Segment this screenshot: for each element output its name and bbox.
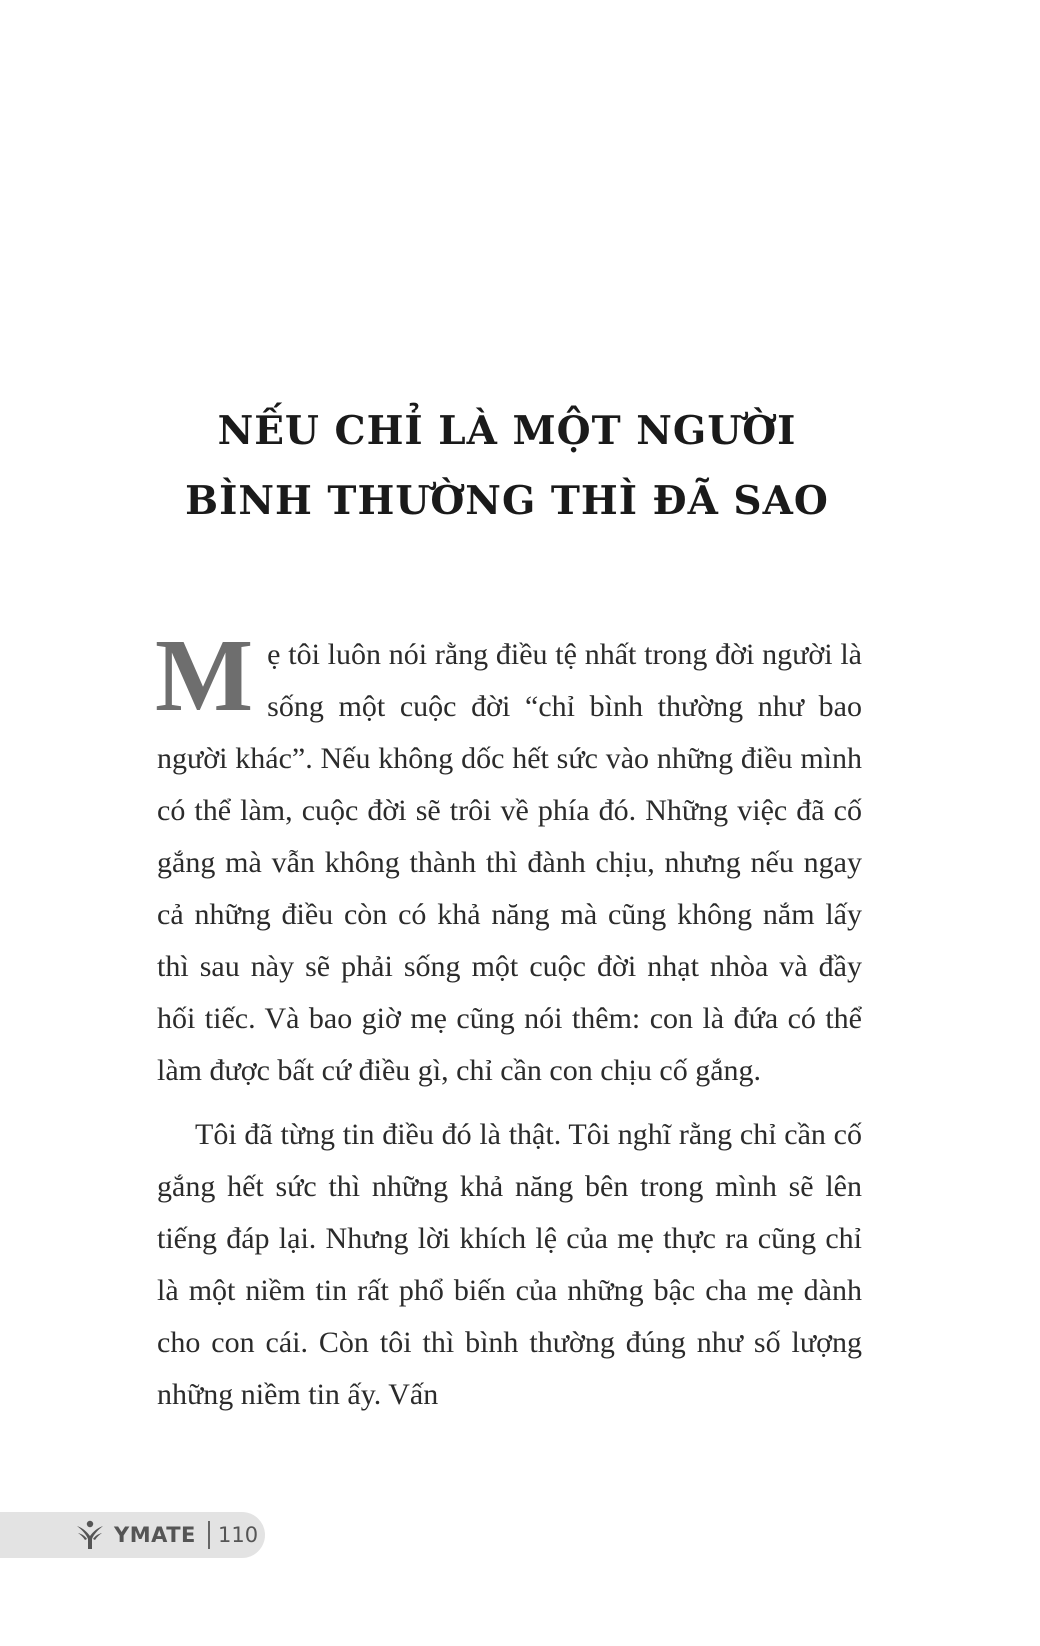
chapter-title-line-1: NẾU CHỈ LÀ MỘT NGƯỜI	[217, 408, 797, 455]
paragraph-1	[155, 618, 862, 1097]
chapter-title	[0, 396, 1014, 536]
drop-cap: M	[155, 618, 254, 733]
paragraph-1-text: ẹ tôi luôn nói rằng điều tệ nhất trong đời người là sống một cuộc đời “chỉ bình thường như bao người khác”. Nếu không dốc hết sức vào những điều mình có thể làm, cuộc đời sẽ trôi về phía đó. Những việc đã cố gắng mà vẫn không thành thì đành chịu, nhưng nếu ngay cả những điều còn có khả năng mà cũng không nắm lấy thì sau này sẽ phải sống một cuộc đời nhạt nhòa và đầy hối tiếc. Và bao giờ mẹ cũng nói thêm: con là đứa có thể làm được bất cứ điều gì, chỉ cần con chịu cố gắng.	[157, 638, 862, 1087]
chapter-title-line-2: BÌNH THƯỜNG THÌ ĐÃ SAO	[185, 478, 829, 525]
page-footer	[0, 1512, 265, 1558]
body-text	[155, 618, 862, 1421]
paragraph-2: Tôi đã từng tin điều đó là thật. Tôi nghĩ rằng chỉ cần cố gắng hết sức thì những khả năng bên trong mình sẽ lên tiếng đáp lại. Nhưng lời khích lệ của mẹ thực ra cũng chỉ là một niềm tin rất phổ biến của những bậc cha mẹ dành cho con cái. Còn tôi thì bình thường đúng như số lượng những niềm tin ấy. Vấn	[157, 1118, 862, 1411]
footer-divider	[208, 1521, 210, 1549]
brand-name: YMATE	[114, 1523, 196, 1547]
ymate-logo-icon	[74, 1520, 106, 1550]
page-number: 110	[218, 1523, 259, 1547]
